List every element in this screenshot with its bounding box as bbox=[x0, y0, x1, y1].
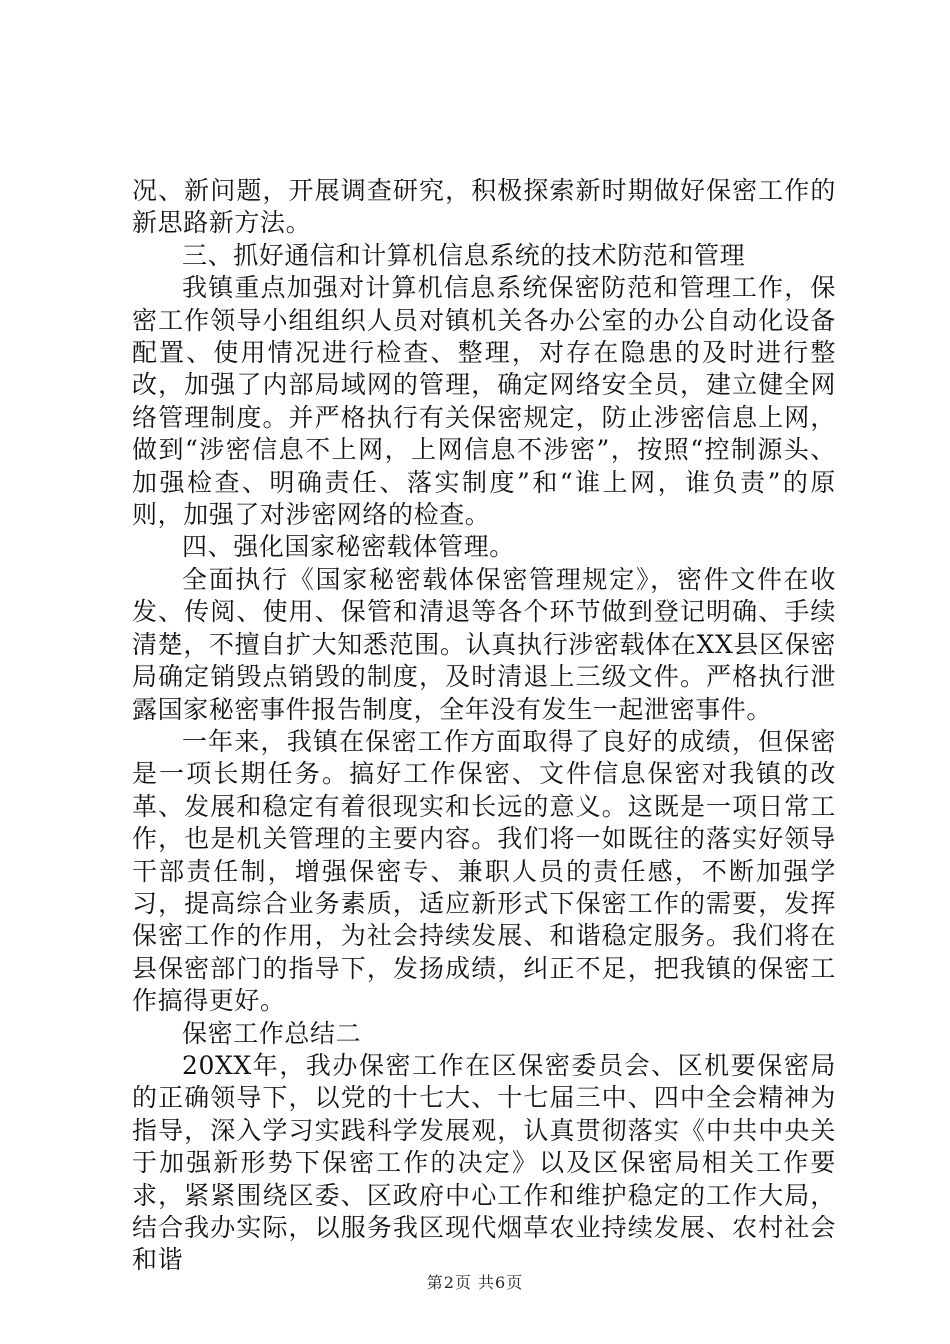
section-heading-3: 三、抓好通信和计算机信息系统的技术防范和管理 bbox=[182, 240, 746, 270]
section-title-summary-2: 保密工作总结二 bbox=[182, 1018, 362, 1048]
paragraph-secret-carrier: 全面执行《国家秘密载体保密管理规定》，密件文件在收发、传阅、使用、保管和清退等各个环节做到登记明确、手续清楚，不擅自扩大知悉范围。认真执行涉密载体在XX县区保密局确定销毁点销毁的制度，及时清退上三级文件。严格执行泄露国家秘密事件报告制度，全年没有发生一起泄密事件。 bbox=[132, 564, 836, 724]
document-body bbox=[132, 175, 836, 1277]
paragraph-computer-security: 我镇重点加强对计算机信息系统保密防范和管理工作，保密工作领导小组组织人员对镇机关各办公室的办公自动化设备配置、使用情况进行检查、整理，对存在隐患的及时进行整改，加强了内部局域网的管理，确定网络安全员，建立健全网络管理制度。并严格执行有关保密规定，防止涉密信息上网，做到“涉密信息不上网，上网信息不涉密”，按照“控制源头、加强检查、明确责任、落实制度”和“谁上网，谁负责”的原则，加强了对涉密网络的检查。 bbox=[132, 273, 836, 530]
paragraph-summary-2-intro: 20XX年，我办保密工作在区保密委员会、区机要保密局的正确领导下，以党的十七大、十七届三中、四中全会精神为指导，深入学习实践科学发展观，认真贯彻落实《中共中央关于加强新形势下保密工作的决定》以及区保密局相关工作要求，紧紧围绕区委、区政府中心工作和维护稳定的工作大局，结合我办实际，以服务我区现代烟草农业持续发展、农村社会和谐 bbox=[132, 1050, 836, 1275]
page-number: 第2页 共6页 bbox=[426, 1273, 524, 1292]
paragraph-summary: 一年来，我镇在保密工作方面取得了良好的成绩，但保密是一项长期任务。搞好工作保密、文件信息保密对我镇的改革、发展和稳定有着很现实和长远的意义。这既是一项日常工作，也是机关管理的主要内容。我们将一如既往的落实好领导干部责任制，增强保密专、兼职人员的责任感，不断加强学习，提高综合业务素质，适应新形式下保密工作的需要，发挥保密工作的作用，为社会持续发展、和谐稳定服务。我们将在县保密部门的指导下，发扬成绩，纠正不足，把我镇的保密工作搞得更好。 bbox=[132, 726, 836, 1016]
paragraph-continuation: 况、新问题，开展调查研究，积极探索新时期做好保密工作的新思路新方法。 bbox=[132, 176, 836, 238]
section-heading-4: 四、强化国家秘密载体管理。 bbox=[182, 532, 515, 562]
page-footer bbox=[0, 1270, 950, 1293]
